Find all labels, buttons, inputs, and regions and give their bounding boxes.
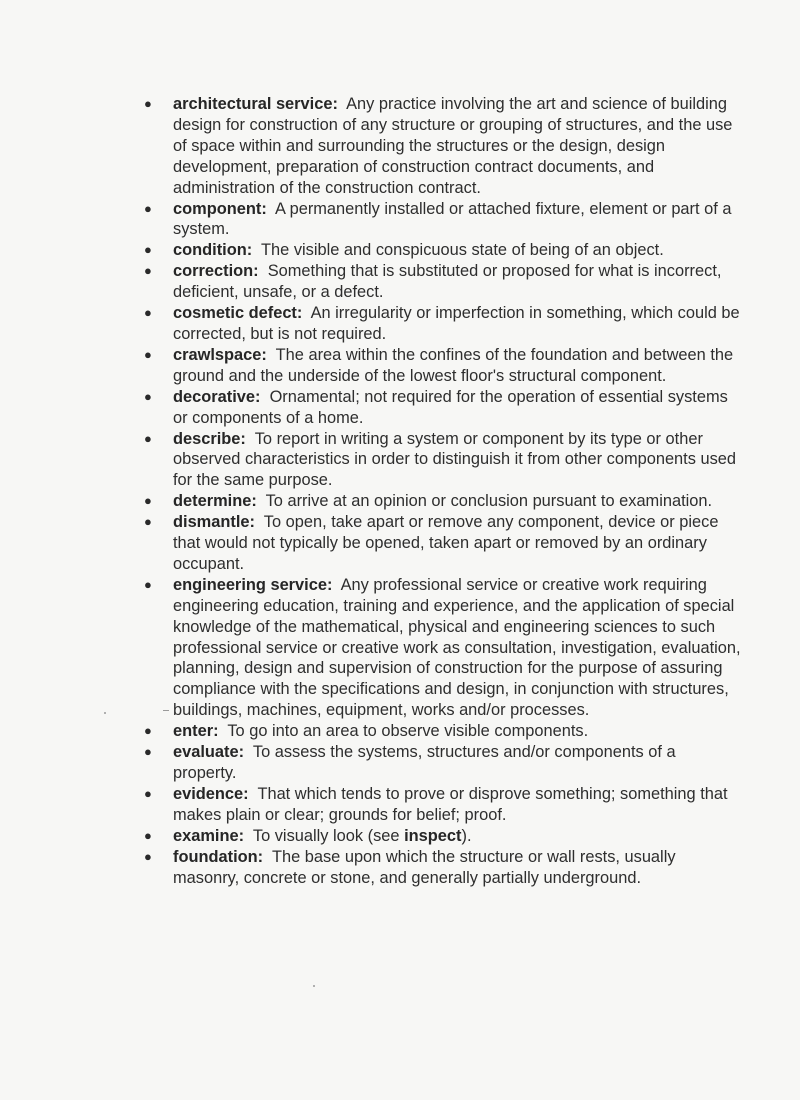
glossary-entry <box>141 199 741 241</box>
bullet-icon: ● <box>144 514 152 530</box>
glossary-definition: The visible and conspicuous state of being of an object. <box>261 241 664 260</box>
glossary-entry <box>141 721 741 742</box>
glossary-definition: To arrive at an opinion or conclusion pursuant to examination. <box>265 492 713 511</box>
glossary-entry <box>141 303 741 345</box>
glossary-term: correction: <box>173 262 259 281</box>
glossary-term: decorative: <box>173 387 261 406</box>
bullet-icon: ● <box>144 848 152 864</box>
scan-speck <box>313 985 315 987</box>
glossary-entry <box>141 512 741 575</box>
glossary-entry <box>141 491 741 512</box>
glossary-term: dismantle: <box>173 513 255 532</box>
glossary-term: component: <box>173 199 267 218</box>
glossary-list <box>141 94 741 888</box>
glossary-term: cosmetic defect: <box>173 304 303 323</box>
glossary-entry <box>141 784 741 826</box>
glossary-entry <box>141 742 741 784</box>
glossary-definition: To open, take apart or remove any component, device or piece that would not typically be opened, taken apart or removed by an ordinary occupant. <box>173 513 719 573</box>
glossary-term: examine: <box>173 826 245 845</box>
bullet-icon: ● <box>144 576 152 592</box>
glossary-term: engineering service: <box>173 575 333 594</box>
glossary-entry <box>141 575 741 721</box>
glossary-term: determine: <box>173 492 257 511</box>
scan-speck <box>104 712 106 714</box>
glossary-entry <box>141 826 741 847</box>
bullet-icon: ● <box>144 827 152 843</box>
glossary-definition: Ornamental; not required for the operation of essential systems or components of a home. <box>173 387 728 427</box>
bullet-icon: ● <box>144 430 152 446</box>
glossary-definition: The area within the confines of the foundation and between the ground and the underside of the lowest floor's structural component. <box>173 345 734 385</box>
glossary-entry <box>141 240 741 261</box>
bullet-icon: ● <box>144 785 152 801</box>
glossary-entry <box>141 94 741 199</box>
glossary-entry <box>141 261 741 303</box>
glossary-term: crawlspace: <box>173 345 267 364</box>
bullet-icon: ● <box>144 242 152 258</box>
glossary-term: architectural service: <box>173 95 338 113</box>
bullet-icon: ● <box>144 388 152 404</box>
glossary-definition: That which tends to prove or disprove something; something that makes plain or clear; grounds for belief; proof. <box>173 784 728 824</box>
glossary-term: describe: <box>173 429 246 448</box>
glossary-definition: The base upon which the structure or wall rests, usually masonry, concrete or stone, and generally partially underground. <box>173 847 676 887</box>
bullet-icon: ● <box>144 346 152 362</box>
glossary-definition: Any practice involving the art and science of building design for construction of any structure or grouping of structures, and the use of space within and surrounding the structures or the design, design development, preparation of construction contract documents, and administration of the construction contract. <box>173 95 733 197</box>
glossary-term: enter: <box>173 722 219 741</box>
glossary-entry <box>141 429 741 492</box>
glossary-definition: A permanently installed or attached fixture, element or part of a system. <box>173 199 732 239</box>
glossary-term: foundation: <box>173 847 264 866</box>
bullet-icon: ● <box>144 723 152 739</box>
glossary-term: condition: <box>173 241 253 260</box>
glossary-entry <box>141 387 741 429</box>
glossary-term: evaluate: <box>173 743 245 762</box>
bullet-icon: ● <box>144 305 152 321</box>
glossary-definition: To assess the systems, structures and/or components of a property. <box>173 743 676 782</box>
glossary-definition: Something that is substituted or proposed for what is incorrect, deficient, unsafe, or a defect. <box>173 262 722 302</box>
bullet-icon: ● <box>144 493 152 509</box>
cross-reference: inspect <box>404 826 462 845</box>
glossary-entry <box>141 847 741 889</box>
scan-speck <box>163 710 169 711</box>
glossary-definition-end: ). <box>461 826 472 845</box>
glossary-term: evidence: <box>173 784 249 803</box>
bullet-icon: ● <box>144 200 152 216</box>
bullet-icon: ● <box>144 263 152 279</box>
glossary-definition: To report in writing a system or component by its type or other observed characteristics in order to distinguish it from other components used for the same purpose. <box>173 429 737 490</box>
glossary-entry <box>141 345 741 387</box>
bullet-icon: ● <box>144 744 152 760</box>
glossary-definition: Any professional service or creative work requiring engineering education, training and experience, and the application of special knowledge of the mathematical, physical and engineering sciences to such professional service or creative work as consultation, investigation, evaluation, planning, design and supervision of construction for the purpose of assuring compliance with the specifications and design, in conjunction with structures, buildings, machines, equipment, works and/or processes. <box>173 575 741 720</box>
glossary-definition: An irregularity or imperfection in something, which could be corrected, but is not required. <box>173 304 740 343</box>
glossary-definition: To visually look (see <box>252 826 405 845</box>
glossary-definition: To go into an area to observe visible components. <box>227 722 589 741</box>
bullet-icon: ● <box>144 96 152 111</box>
